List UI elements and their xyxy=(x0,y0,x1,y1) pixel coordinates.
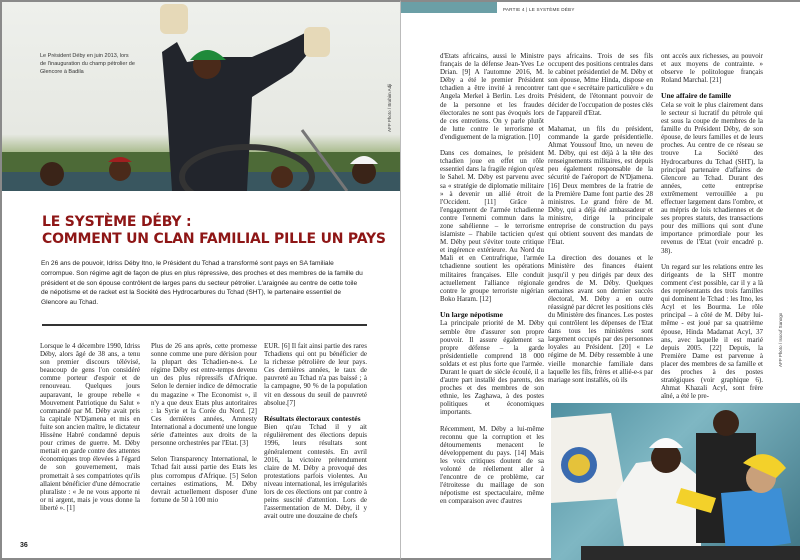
title-line-2: COMMENT UN CLAN FAMILIAL PILLE UN PAYS xyxy=(42,231,386,247)
paragraph: Récemment, M. Déby a lui-même reconnu que la corruption et les détournements menacent le développement du pays. [14] Mais les voix critiques doutent de sa volonté de réellement aller à l'encontre de ce problème, car l'étroitesse du maillage de son népotisme est spectaculaire, même en comparaison avec d'autres xyxy=(440,424,544,506)
paragraph: Un regard sur les relations entre les dirigeants de la SHT montre comment c'est possible, car il y a là des représentants des trois familles qui dominent le Tchad : les Itno, les Acyl et les Bourma. Le rôle principal – à côté de M. Déby lui-même - est joué par sa quatrième épouse, Hinda Madamat Acyl, 37 ans, avec laquelle il est marié depuis 2005. [22] Depuis, la Première Dame est parvenue à placer des membres de sa famille et des proches à des postes stratégiques (voir graphique 6). Ahmat Khazali Acyl, sont frère aîné, a été le pre- xyxy=(661,262,763,401)
section-heading: Résultats électoraux contestés xyxy=(264,413,361,423)
paragraph: La direction des douanes et le Ministère des finances étaient jusqu'il y peu dirigés par deux des gendres de M. Déby. Quelques semaines avant son dernier succès électoral, M. Déby a en outre réassigné par décret les positions clés du Ministère des finances. Les postes qui contrôlent les dépenses de l'Etat dans tous les ministères sont largement occupés par des personnes loyales au Président. [20] « Le régime de M. Déby ressemble à une vieille monarchie familiale dans laquelle les fils, frères et allié-e-s par mariage sont installés, où ils xyxy=(548,254,653,384)
photo-president-and-wife xyxy=(551,403,800,560)
photo-credit: AFP Photo / Brahim Adji xyxy=(387,83,392,132)
article-title xyxy=(42,214,386,248)
photo-credit: AFP Photo / Issouf Sanogo xyxy=(778,312,783,367)
photo-illustration xyxy=(2,2,400,191)
running-head: PARTIE 4 | LE SYSTÈME DÉBY xyxy=(503,7,575,12)
section-heading: Une affaire de famille xyxy=(661,91,732,101)
left-column-2 xyxy=(151,342,257,512)
title-line-1: LE SYSTÈME DÉBY : xyxy=(42,214,192,230)
paragraph: Lorsque le 4 décembre 1990, Idriss Déby, alors âgé de 38 ans, a tenu son premier discours télévisé, beaucoup de gens l'on considéré comme porteur d'espoir et de renouveau. Quelques jours auparavant, le groupe rebelle « Mouvement Patriotique du Salut » commandé par M. Déby avait pris la capitale N'Djamena et mis en fuite son ancien maître, le dictateur Hissène Habré condamné depuis pour crimes de guerre. M. Déby mettait en garde contre des attentes économiques trop élevées à l'égard de son gouvernement, mais promettait à ses compatriotes qu'ils allaient bénéficier d'une démocratie pluraliste : « Je ne vous apporte ni or ni argent, mais je vous donne la liberté ». [1] xyxy=(40,342,140,512)
paragraph: pays africains. Trois de ses fils occupent des positions centrales dans le cabinet présidentiel de M. Déby et son épouse, Mme Hinda, dispose en tant que « secrétaire particulière » du Président, de l'étonnant pouvoir de décider de l'occupation de postes clés de l'appareil d'Etat. xyxy=(548,52,653,117)
paragraph: Dans ces domaines, le président tchadien joue en effet un rôle essentiel dans la fragile région qu'est le Sahel. M. Déby est parvenu avec sa « stratégie de diplomatie militaire » à devenir un allié étroit de l'Occident. [11] Grâce à l'engagement de l'armée tchadienne contre l'ennemi commun dans la zone sahélienne – le terrorisme islamiste – l'habile tacticien qu'est M. Déby peut s'éviter toute critique et ingérence extérieure. Au Nord du Mali et en Centrafrique, l'armée tchadienne soutient les opérations militaires françaises. Elle conduit actuellement l'alliance régionale contre le groupe terroriste nigérian Boko Haram. [12] xyxy=(440,149,544,303)
paragraph: d'Etats africains, aussi le Ministre français de la défense Jean-Yves Le Drian. [9] A l'automne 2016, M. Déby a été le premier Président tchadien a être invité à rencontrer Angela Merkel à Berlin. Les droits de la personne et les fraudes électorales ne sont pas évoqués lors de ces entretiens. On y parle plutôt de lutte contre le terrorisme et d'endiguement de la migration. [10] xyxy=(440,52,544,141)
photo-caption: Le Président Déby en juin 2013, lors de l'inauguration du champ pétrolier de Glencore à Badila xyxy=(40,53,135,75)
divider-rule xyxy=(42,324,367,326)
right-column-2 xyxy=(548,52,653,392)
page-number: 36 xyxy=(20,542,28,549)
paragraph: EUR. [6] Il fait ainsi partie des rares Tchadiens qui ont pu bénéficier de la richesse pétrolière de leur pays. Ces dernières années, le taux de pauvreté au Tchad n'a pas baissé ; à la campagne, 90 % de la population vit en dessous du seuil de pauvreté absolue.[7] xyxy=(264,342,367,407)
left-column-1 xyxy=(40,342,140,520)
lead-paragraph: En 26 ans de pouvoir, Idriss Déby Itno, le Président du Tchad a transformé sont pays en SA familiale corrompue. Son régime agit de façon de plus en plus répressive, des proches et des membres de la famille du président et de son épouse contrôlent de larges pans du secteur pétrolier. L'araignée au centre de cette toile de népotisme et de racket est la Société des Hydrocarbures du Tchad (SHT), le partenaire essentiel de Glencore au Tchad. xyxy=(41,260,363,307)
right-column-1 xyxy=(440,52,544,514)
paragraph: Mahamat, un fils du président, commande la garde présidentielle. Ahmat Youssouf Itno, un neveu de M. Déby, qui est déjà à la tête des renseignements militaires, est depuis peu également responsable de la sécurité de l'aéroport de N'Djamena. [16] Deux membres de la fratrie de la Première Dame font partie des 28 ministres. Le grand frère de M. Déby, qui a déjà été ambassadeur et ministre, dirige la principale entreprise de construction du pays qui obtient souvent des mandats de l'Etat. xyxy=(548,124,653,247)
paragraph: ont accès aux richesses, au pouvoir et aux moyens de contrainte. » observe le politologue français Roland Marchal. [21] xyxy=(661,52,763,85)
paragraph: Cela se voit le plus clairement dans le secteur si lucratif du pétrole qui est sous la coupe de membres de la famille du Président Déby, de son épouse, de leurs familles et de leurs proches. Au centre de ce réseau se trouve La Société des Hydrocarbures du Tchad (SHT), la principal partenaire d'affaires de Glencore au Tchad. Durant des années, cette entreprise extrêmement verrouillée a pu effectuer largement dans l'ombre, et au mépris de lois tchadiennes et de ses propres statuts, des transactions pour des millions qui sont d'une importance primordiale pour les revenus de l'Etat (voir encadré p. 38). xyxy=(661,100,763,255)
right-column-3 xyxy=(661,52,763,408)
section-heading: Un large népotisme xyxy=(440,310,503,319)
section-color-band xyxy=(401,2,497,13)
paragraph: Bien qu'au Tchad il y ait régulièrement des élections depuis 1996, leurs résultats sont généralement contestés. En avril 2016, la victoire prétendument claire de M. Déby a provoqué des protestations parfois violentes. Au niveau international, les irrégularités lors de ces élections ont par contre à peins suscité d'attention. Lors de l'assermentation de M. Déby, il y avait outre une douzaine de chefs xyxy=(264,423,367,521)
paragraph: Selon Transparency International, le Tchad fait aussi partie des Etats les plus corrompus d'Afrique. [5] Selon certaines estimations, M. Déby devrait actuellement disposer d'une fortune de 50 à 100 mio xyxy=(151,455,257,504)
right-page xyxy=(401,0,800,560)
photo-president-oil-field xyxy=(2,2,400,191)
paragraph: La principale priorité de M. Déby semble être d'assurer son propre pouvoir. Il assure également sa propre défense – la garde présidentielle comprend 18 000 soldats et est plus forte que l'armée. Durant le quart de siècle écoulé, il a d'autre part installé des parents, des proches et des membres de son ethnie, les Zaghawa, à des postes politiques et économiques importants. xyxy=(440,319,544,417)
photo-illustration xyxy=(551,403,800,560)
paragraph: Plus de 26 ans après, cette promesse sonne comme une pure dérision pour la plupart des Tchadien-ne-s. Le régime Déby est entre-temps devenu un des plus répressifs d'Afrique. Selon le dernier indice de démocratie du magazine « The Economist », il n'y a que deux Etats plus autoritaires : la Syrie et la Corée du Nord. [2] Ces dernières années, Amnesty International a documenté une longue série d'atteintes aux droits de la personne orchestrées par l'Etat. [3] xyxy=(151,342,257,448)
left-column-3 xyxy=(264,342,367,528)
